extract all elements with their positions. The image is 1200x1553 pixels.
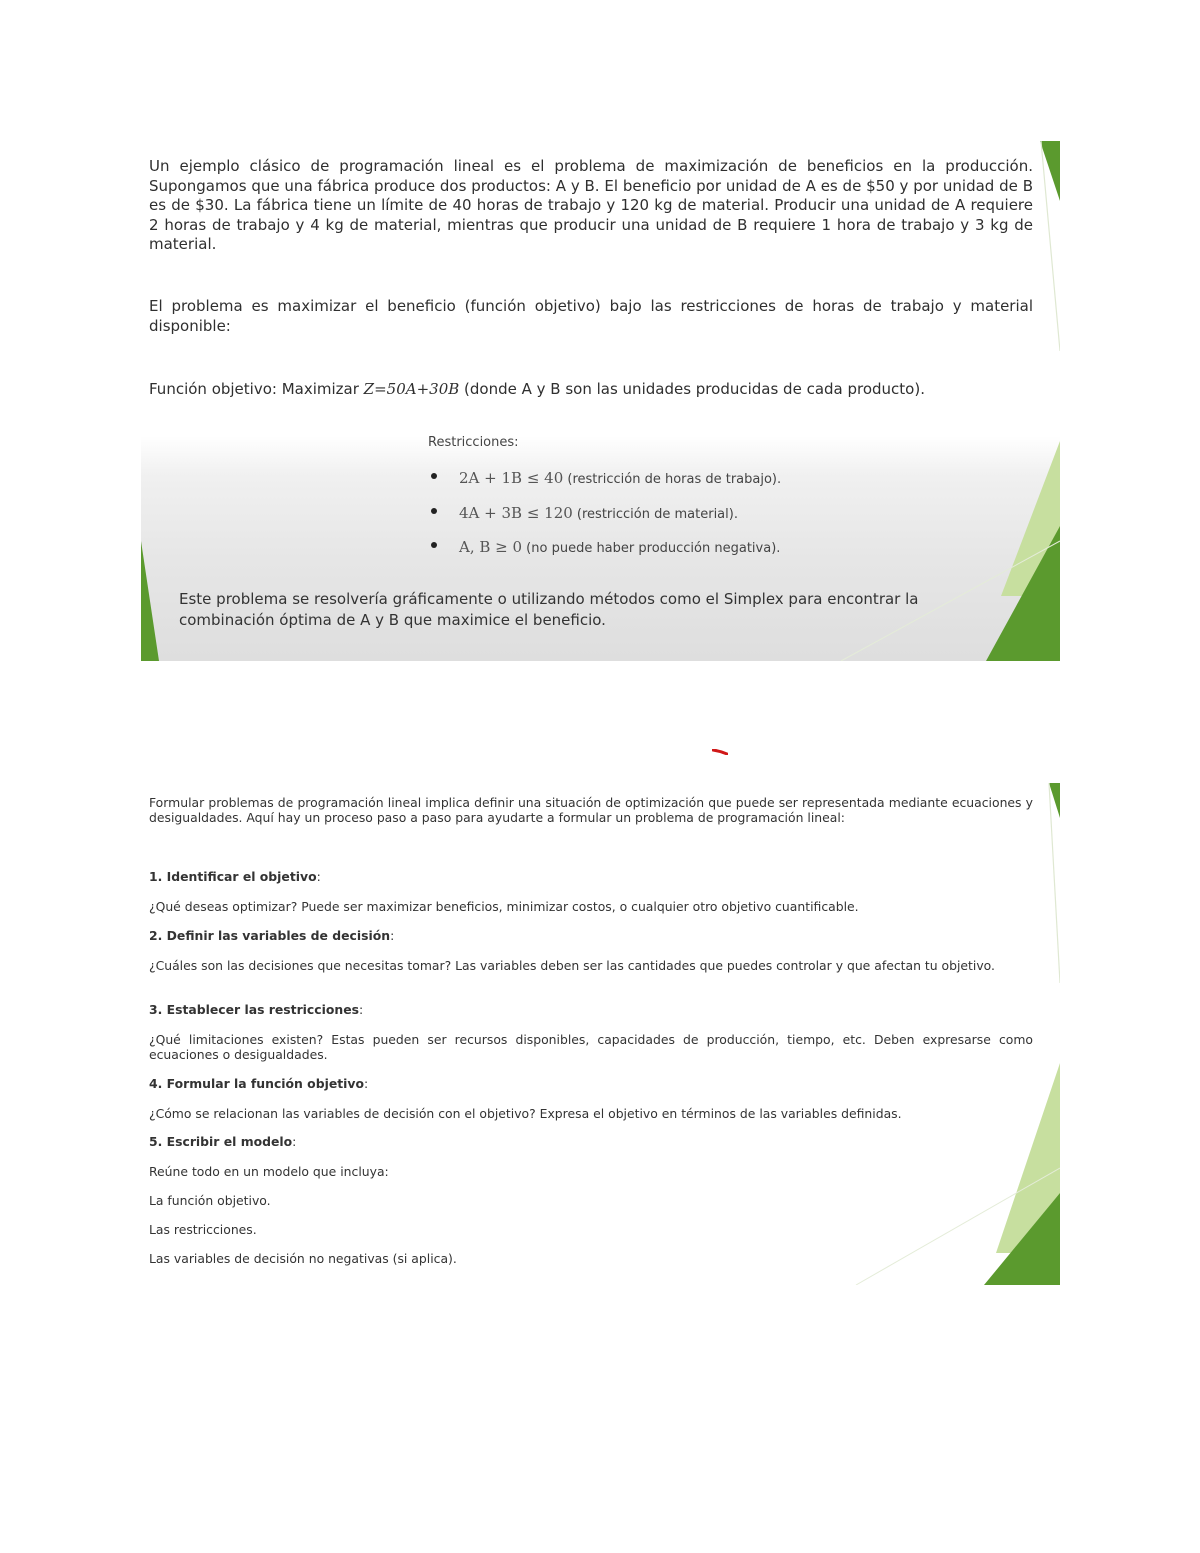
- objective-suffix: (donde A y B son las unidades producidas de cada producto).: [459, 380, 925, 398]
- restriction-math: 4A + 3B ≤ 120: [459, 503, 573, 522]
- colon: :: [316, 869, 321, 884]
- intro-paragraph: Formular problemas de programación lineal implica definir una situación de optimización que puede ser representada mediante ecuaciones y desigualdades. Aquí hay un proceso paso a paso para ayudarte a formular un problema de programación lineal:: [149, 795, 1033, 825]
- slide-formulation-steps: [141, 783, 1060, 1285]
- step-heading-text: 4. Formular la función objetivo: [149, 1076, 364, 1091]
- step-heading-text: 3. Establecer las restricciones: [149, 1002, 359, 1017]
- restriction-math: A, B ≥ 0: [459, 538, 523, 556]
- conclusion-paragraph: Este problema se resolvería gráficamente o utilizando métodos como el Simplex para encontrar la combinación óptima de A y B que maximice el beneficio.: [179, 590, 919, 629]
- restrictions-list: [428, 469, 781, 573]
- restriction-item: [428, 504, 781, 539]
- slide-profit-example: [141, 141, 1060, 661]
- step-heading: [149, 928, 1033, 943]
- restrictions-title: Restricciones:: [428, 435, 519, 450]
- restriction-item: [428, 469, 781, 504]
- step-heading: [149, 1002, 1033, 1017]
- colon: :: [363, 1076, 369, 1091]
- step-text: ¿Cómo se relacionan las variables de decisión con el objetivo? Expresa el objetivo en términos de las variables definidas.: [149, 1106, 902, 1121]
- restriction-math: 2A + 1B ≤ 40: [459, 469, 564, 487]
- step-heading: [149, 1076, 1033, 1091]
- bullet-icon: [431, 542, 437, 548]
- model-item: La función objetivo.: [149, 1193, 271, 1208]
- problem-paragraph: El problema es maximizar el beneficio (función objetivo) bajo las restricciones de horas de trabajo y material disponible:: [149, 297, 1033, 335]
- objective-formula: Z=50A+30B: [363, 380, 460, 398]
- step-heading-text: 5. Escribir el modelo: [149, 1134, 293, 1149]
- model-item: Las restricciones.: [149, 1222, 257, 1237]
- bullet-icon: [431, 508, 437, 514]
- step-heading-text: 1. Identificar el objetivo: [149, 869, 317, 884]
- colon: :: [358, 1002, 364, 1017]
- colon: :: [390, 928, 395, 943]
- step-text: ¿Cuáles son las decisiones que necesitas tomar? Las variables deben ser las cantidades que puedes controlar y que afectan tu objetivo.: [149, 958, 995, 973]
- objective-function: [149, 380, 1033, 400]
- intro-paragraph: Un ejemplo clásico de programación lineal es el problema de maximización de beneficios en la producción. Supongamos que una fábrica produce dos productos: A y B. El beneficio por unidad de A es de $50 y por unidad de B es de $30. La fábrica tiene un límite de 40 horas de trabajo y 120 kg de material. Producir una unidad de A requiere 2 horas de trabajo y 4 kg de material, mientras que producir una unidad de B requiere 1 hora de trabajo y 3 kg de material.: [149, 157, 1033, 253]
- bullet-icon: [431, 473, 437, 479]
- step-text: Reúne todo en un modelo que incluya:: [149, 1164, 389, 1179]
- step-heading-text: 2. Definir las variables de decisión: [149, 928, 391, 943]
- step-text: ¿Qué limitaciones existen? Estas pueden ser recursos disponibles, capacidades de producción, tiempo, etc. Deben expresarse como ecuaciones o desigualdades.: [149, 1032, 1033, 1062]
- model-item: Las variables de decisión no negativas (si aplica).: [149, 1251, 457, 1266]
- red-pen-mark: [712, 749, 728, 755]
- objective-prefix: Función objetivo: Maximizar: [149, 380, 364, 398]
- restriction-text: (restricción de material).: [572, 506, 738, 522]
- restriction-text: (no puede haber producción negativa).: [522, 541, 781, 556]
- restriction-item: [428, 538, 781, 573]
- step-heading: [149, 1134, 1033, 1149]
- step-text: ¿Qué deseas optimizar? Puede ser maximizar beneficios, minimizar costos, o cualquier otro objetivo cuantificable.: [149, 899, 859, 914]
- colon: :: [292, 1134, 297, 1149]
- restriction-text: (restricción de horas de trabajo).: [563, 472, 782, 487]
- step-heading: [149, 869, 1033, 884]
